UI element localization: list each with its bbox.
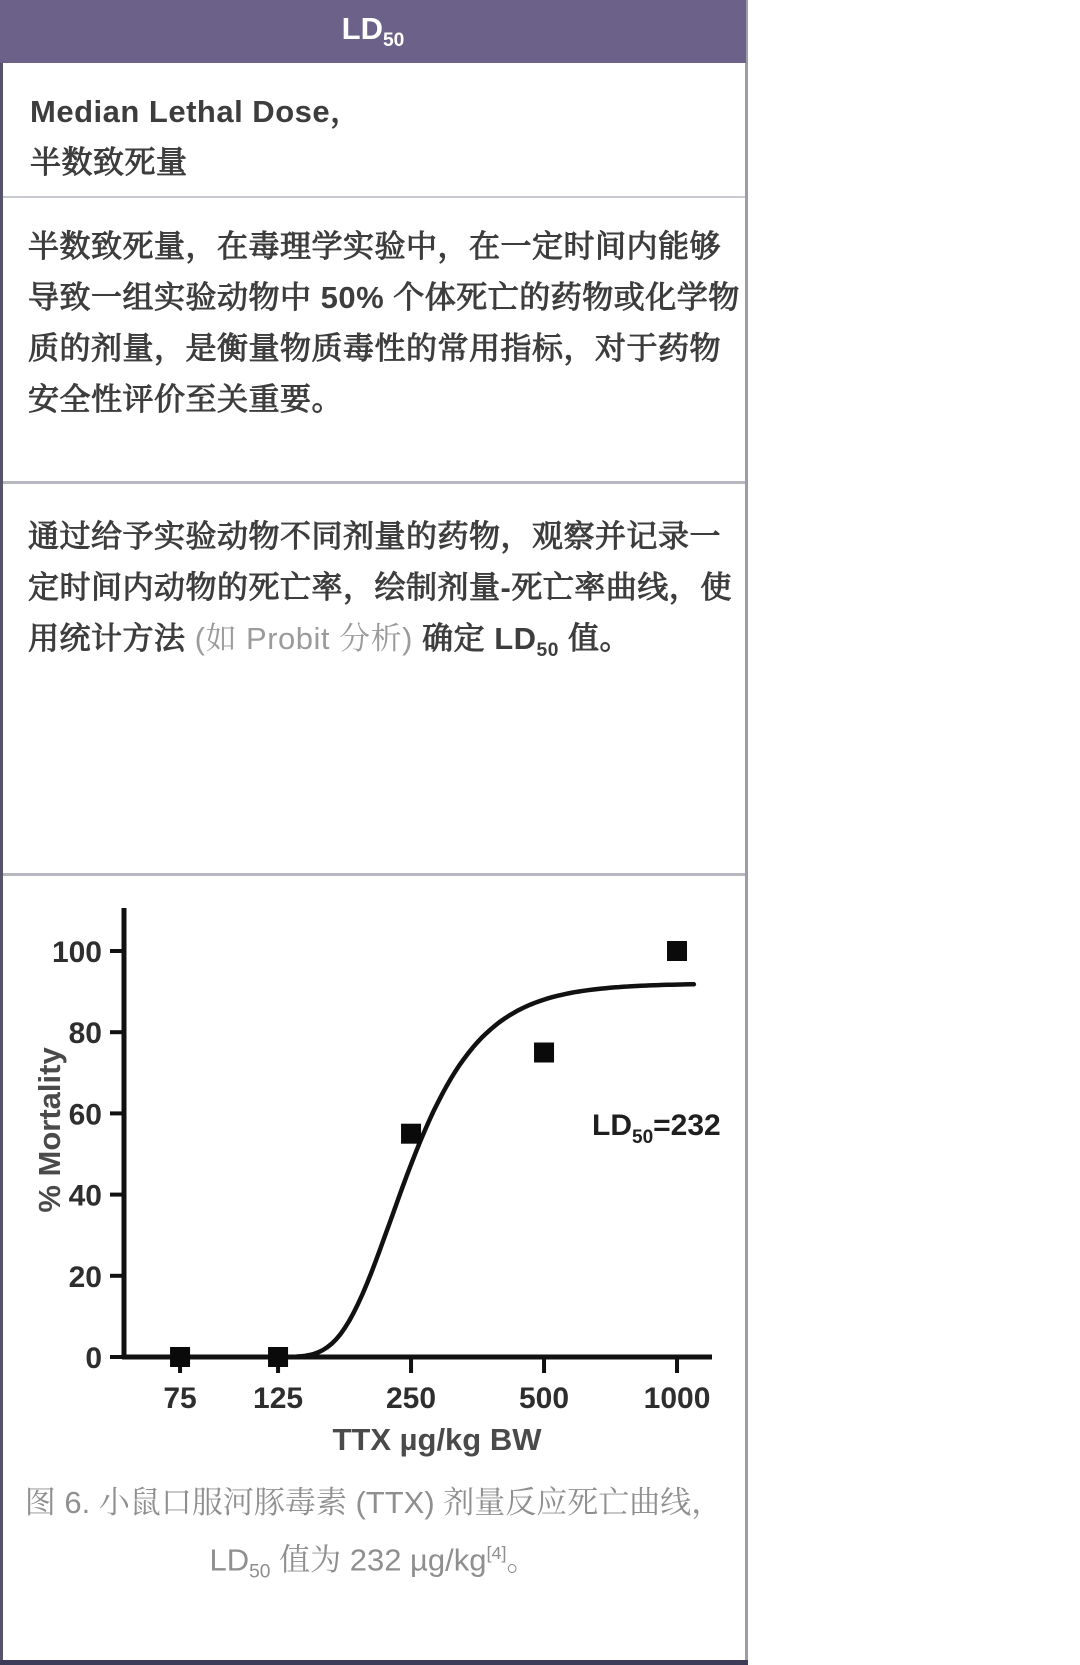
term-chinese: 半数致死量 bbox=[30, 145, 188, 180]
table-header bbox=[0, 0, 746, 63]
row-divider-2 bbox=[3, 481, 745, 484]
definition-line: 导致一组实验动物中 50% 个体死亡的药物或化学物 bbox=[28, 280, 740, 315]
caption-line-2: $LD_{50}$ 值为 232 µg/kg[4]。 bbox=[209, 1542, 538, 1583]
method-row bbox=[28, 511, 732, 676]
definition-line: 半数致死量，在毒理学实验中，在一定时间内能够 bbox=[28, 229, 721, 264]
dose-response-chart bbox=[0, 877, 747, 1472]
y-tick-label: 100 bbox=[51, 936, 102, 969]
dose-response-curve bbox=[146, 984, 694, 1357]
y-tick-label: 20 bbox=[68, 1260, 102, 1294]
term-row bbox=[30, 86, 362, 188]
method-line: 通过给予实验动物不同剂量的药物，观察并记录一 bbox=[28, 519, 721, 554]
data-point bbox=[401, 1124, 421, 1144]
y-axis-label: % Mortality bbox=[32, 1047, 67, 1213]
y-tick-label: 80 bbox=[68, 1017, 102, 1051]
method-probit-note: (如 Probit 分析) bbox=[194, 621, 413, 656]
x-tick-label: 75 bbox=[163, 1382, 197, 1415]
x-tick-label: 125 bbox=[253, 1382, 304, 1415]
data-point bbox=[268, 1347, 288, 1367]
ld50-subscript: 50 bbox=[536, 640, 559, 662]
data-point bbox=[534, 1043, 554, 1063]
y-tick-label: 60 bbox=[68, 1098, 102, 1132]
y-tick-label: 0 bbox=[85, 1342, 102, 1375]
data-point bbox=[667, 941, 687, 961]
x-tick-label: 1000 bbox=[643, 1382, 711, 1415]
figure-caption bbox=[0, 1478, 747, 1598]
row-divider-3 bbox=[3, 873, 745, 876]
header-title: $LD_{50}$ bbox=[341, 10, 405, 52]
table-border-bottom bbox=[0, 1660, 748, 1665]
x-axis-label: TTX µg/kg BW bbox=[332, 1422, 542, 1457]
definition-line: 质的剂量，是衡量物质毒性的常用指标，对于药物 bbox=[28, 331, 721, 366]
caption-reference: [4] bbox=[486, 1543, 507, 1563]
x-tick-label: 250 bbox=[386, 1382, 437, 1415]
definition-line: 安全性评价至关重要。 bbox=[28, 382, 343, 417]
term-english: Median Lethal Dose， bbox=[30, 94, 362, 129]
data-point bbox=[170, 1347, 190, 1367]
header-title-subscript: 50 bbox=[382, 30, 405, 52]
method-line: 用统计方法 (如 Probit 分析) 确定 $LD_{50}$ 值。 bbox=[28, 621, 632, 662]
row-divider-1 bbox=[3, 196, 745, 198]
ld50-annotation: $LD_{50}=232$ bbox=[592, 1109, 721, 1148]
definition-row bbox=[28, 221, 740, 425]
x-tick-label: 500 bbox=[519, 1382, 570, 1415]
y-tick-label: 40 bbox=[68, 1179, 102, 1213]
method-line: 定时间内动物的死亡率，绘制剂量-死亡率曲线，使 bbox=[28, 570, 732, 605]
caption-line-1: 图 6. 小鼠口服河豚毒素 (TTX) 剂量反应死亡曲线， bbox=[24, 1485, 723, 1520]
